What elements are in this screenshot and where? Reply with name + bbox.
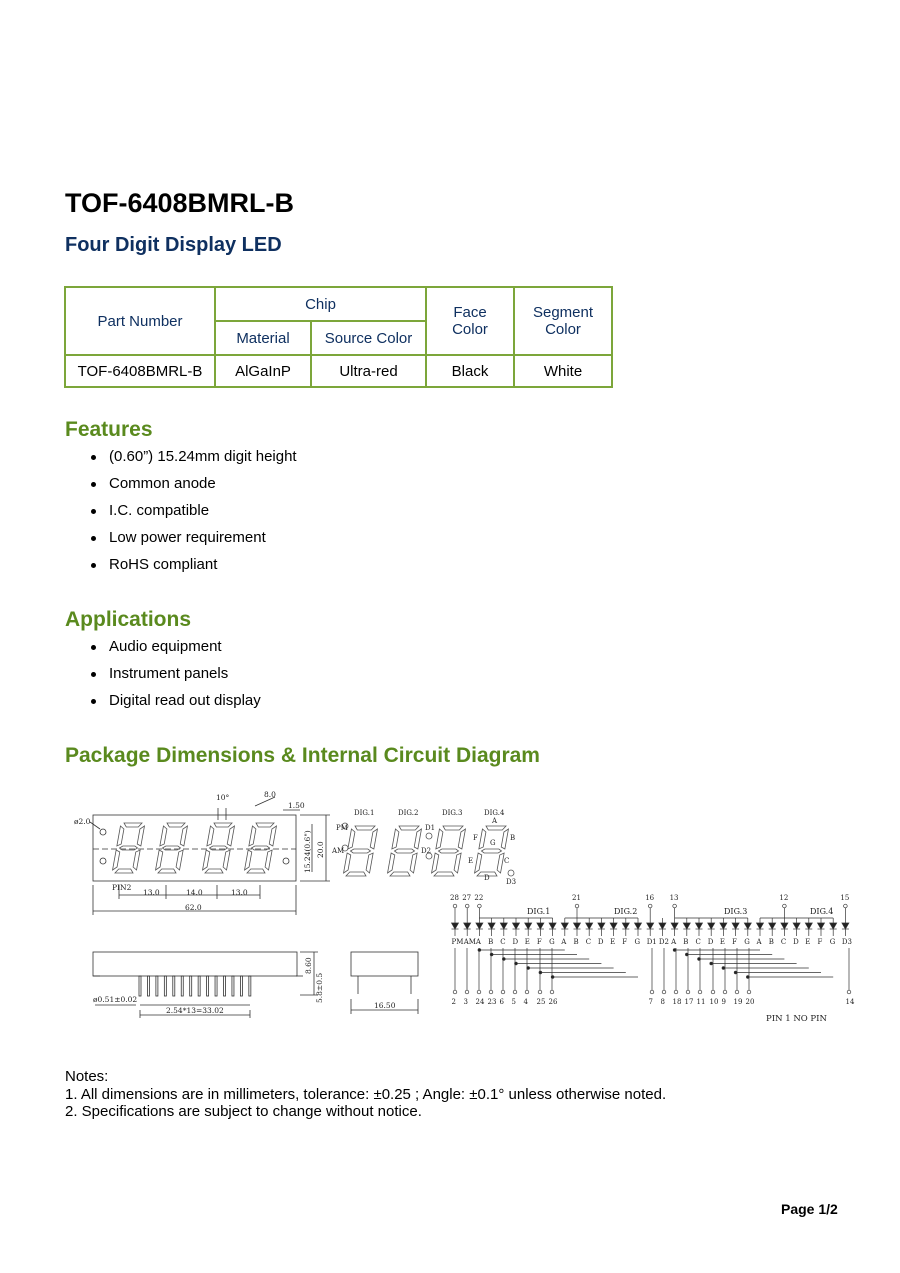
dim-pitch: 2.54*13=33.02: [166, 1006, 224, 1015]
list-item: Instrument panels: [88, 664, 261, 691]
bottom-pin-terminal: [489, 990, 493, 994]
top-pin-label: 22: [474, 894, 484, 902]
dim-pin-diameter: ø0.51±0.02: [93, 995, 138, 1004]
circuit-seg-label: G: [549, 938, 555, 946]
cell-material: AlGaInP: [215, 355, 311, 387]
circuit-seg-label: C: [500, 938, 506, 946]
pin: [207, 976, 209, 996]
notes-heading: Notes:: [65, 1068, 109, 1085]
circuit-digit-label: DIG.2: [614, 907, 638, 916]
circuit-seg-label: B: [683, 938, 689, 946]
diode: [452, 923, 459, 929]
segment-color-header: Segment Color: [514, 287, 612, 355]
pin: [173, 976, 175, 996]
bottom-pin-terminal: [525, 990, 529, 994]
front-dig3: DIG.3: [442, 809, 463, 817]
circuit-seg-label: E: [719, 938, 726, 946]
diode: [647, 923, 654, 929]
diode: [500, 923, 507, 929]
pin: [249, 976, 251, 996]
circuit-seg-label: F: [622, 938, 628, 946]
bottom-pin-label: 2: [451, 998, 456, 1006]
seg-g: G: [490, 839, 496, 847]
dim-total: 62.0: [185, 903, 202, 912]
top-pin-terminal: [575, 904, 579, 908]
top-digit-4: [245, 823, 277, 873]
bottom-pin-label: 18: [672, 998, 682, 1006]
diode: [598, 923, 605, 929]
d3-dot: [508, 870, 514, 876]
front-dig2: DIG.2: [398, 809, 419, 817]
bottom-pin-label: 26: [548, 998, 558, 1006]
diode: [549, 923, 556, 929]
diode: [683, 923, 690, 929]
circuit-seg-label: G: [744, 938, 750, 946]
list-item: Audio equipment: [88, 637, 261, 664]
circuit-digit-label: DIG.4: [810, 907, 834, 916]
circuit-seg-label: F: [817, 938, 823, 946]
bottom-pin-terminal: [711, 990, 715, 994]
bottom-pin-terminal: [674, 990, 678, 994]
note-2: 2. Specifications are subject to change without notice.: [65, 1103, 422, 1120]
top-pin-terminal: [673, 904, 677, 908]
seg-f: F: [473, 834, 478, 842]
diode: [525, 923, 532, 929]
circuit-seg-label: AM: [463, 938, 476, 946]
front-digit-1: [344, 826, 378, 876]
diode: [610, 923, 617, 929]
bottom-pin-terminal: [501, 990, 505, 994]
diode: [464, 923, 471, 929]
top-pin-label: 27: [462, 894, 472, 902]
bottom-pin-label: 23: [487, 998, 497, 1006]
front-dig1: DIG.1: [354, 809, 375, 817]
front-dig4: DIG.4: [484, 809, 505, 817]
pin: [190, 976, 192, 996]
diode: [842, 923, 849, 929]
diode: [513, 923, 520, 929]
diode: [720, 923, 727, 929]
product-title: TOF-6408BMRL-B: [65, 188, 295, 218]
front-digit-2: [388, 826, 422, 876]
diode: [586, 923, 593, 929]
dim-h1524: 15.24(0.6"): [303, 830, 312, 873]
bottom-pin-terminal: [662, 990, 666, 994]
cell-source-color: Ultra-red: [311, 355, 426, 387]
circuit-seg-label: G: [829, 938, 836, 946]
circuit-seg-label: B: [573, 938, 579, 946]
top-pin-label: 28: [450, 894, 459, 902]
diode: [671, 923, 678, 929]
diode: [793, 923, 800, 929]
end-view-body: [351, 952, 418, 976]
circuit-seg-label: E: [524, 938, 530, 946]
notes: [65, 1068, 666, 1121]
top-pin-terminal: [453, 904, 457, 908]
list-item: (0.60”) 15.24mm digit height: [88, 447, 297, 474]
cell-segment-color: White: [514, 355, 612, 387]
cell-part-number: TOF-6408BMRL-B: [65, 355, 215, 387]
circuit-seg-label: A: [671, 938, 677, 946]
circuit-digit-label: DIG.1: [527, 907, 551, 916]
page-number: Page 1/2: [781, 1201, 838, 1217]
front-d2: D2: [421, 847, 432, 855]
dim-h860: 8.60: [304, 957, 313, 974]
circuit-seg-label: PM: [451, 938, 464, 946]
bottom-pin-label: 5: [511, 998, 516, 1006]
top-digit-1: [113, 823, 145, 873]
pin: [224, 976, 226, 996]
circuit-seg-label: F: [536, 938, 542, 946]
circuit-seg-label: D1: [646, 938, 657, 946]
dim-w8: 8.0: [264, 790, 276, 799]
bottom-pin-terminal: [723, 990, 727, 994]
circuit-digit-label: DIG.3: [724, 907, 748, 916]
seg-a: A: [492, 817, 498, 825]
list-item: Common anode: [88, 474, 297, 501]
bottom-pin-terminal: [513, 990, 517, 994]
list-item: Digital read out display: [88, 691, 261, 718]
dim-p13b: 13.0: [231, 888, 248, 897]
circuit-seg-label: C: [695, 938, 701, 946]
seg-d: D: [484, 874, 490, 882]
bottom-pin-terminal: [650, 990, 654, 994]
circuit-seg-label: F: [732, 938, 737, 946]
top-pin-terminal: [648, 904, 652, 908]
circuit-seg-label: D: [793, 938, 799, 946]
circuit-seg-label: D: [707, 938, 714, 946]
pin: [164, 976, 166, 996]
dim-p13a: 13.0: [143, 888, 160, 897]
bottom-pin-label: 19: [733, 998, 743, 1006]
dim-h20: 20.0: [316, 841, 325, 858]
circuit-seg-label: E: [610, 938, 616, 946]
bottom-pin-terminal: [538, 990, 542, 994]
part-number-header: Part Number: [65, 287, 215, 355]
dim-p14: 14.0: [186, 888, 203, 897]
top-pin-label: 12: [779, 894, 789, 902]
circuit-seg-label: B: [488, 938, 494, 946]
pin: [215, 976, 217, 996]
pin: [156, 976, 158, 996]
d1-dot: [426, 833, 432, 839]
circuit-seg-label: B: [768, 938, 774, 946]
package-heading: Package Dimensions & Internal Circuit Diagram: [65, 744, 540, 767]
material-header: Material: [215, 321, 311, 355]
circuit-seg-label: D3: [841, 938, 852, 946]
bottom-pin-terminal: [686, 990, 690, 994]
diode: [476, 923, 483, 929]
bottom-pin-label: 3: [463, 998, 468, 1006]
bottom-pin-label: 25: [536, 998, 546, 1006]
bottom-pin-terminal: [477, 990, 481, 994]
top-pin-label: 13: [669, 894, 679, 902]
diode: [769, 923, 776, 929]
circuit-seg-label: C: [585, 938, 592, 946]
bottom-pin-terminal: [453, 990, 457, 994]
side-view-body: [93, 952, 297, 976]
diode: [708, 923, 715, 929]
diode: [574, 923, 581, 929]
pin: [147, 976, 149, 996]
pin: [181, 976, 183, 996]
circuit-seg-label: D: [512, 938, 519, 946]
bottom-pin-label: 14: [845, 998, 855, 1006]
bottom-pin-terminal: [698, 990, 702, 994]
list-item: I.C. compatible: [88, 501, 297, 528]
diode: [757, 923, 764, 929]
dim-w150: 1.50: [288, 801, 305, 810]
circuit-seg-label: D: [597, 938, 604, 946]
diode: [805, 923, 812, 929]
no-pin-note: PIN 1 NO PIN: [766, 1014, 827, 1024]
dim-angle: 10°: [216, 793, 230, 802]
diode: [537, 923, 544, 929]
front-d3: D3: [506, 878, 517, 886]
features-heading: Features: [65, 418, 153, 441]
top-pin-label: 16: [645, 894, 655, 902]
top-digit-2: [156, 823, 188, 873]
product-subtitle: Four Digit Display LED: [65, 234, 282, 256]
diode: [818, 923, 825, 929]
bottom-pin-label: 24: [475, 998, 485, 1006]
dim-pin2: PIN2: [112, 883, 132, 892]
top-pin-terminal: [783, 904, 787, 908]
diode: [488, 923, 495, 929]
diode: [622, 923, 629, 929]
diode: [561, 923, 568, 929]
bottom-pin-terminal: [550, 990, 554, 994]
circuit-seg-label: G: [634, 938, 641, 946]
diode: [635, 923, 642, 929]
seg-b: B: [510, 834, 516, 842]
pin: [240, 976, 242, 996]
front-d1: D1: [425, 824, 436, 832]
dim-d2: ø2.0: [74, 817, 91, 826]
top-pin-terminal: [478, 904, 482, 908]
pin: [198, 976, 200, 996]
applications-heading: Applications: [65, 608, 192, 631]
bottom-pin-terminal: [747, 990, 751, 994]
bottom-pin-terminal: [465, 990, 469, 994]
diode: [732, 923, 739, 929]
bottom-pin-label: 17: [684, 998, 694, 1006]
front-pm: PM: [336, 824, 348, 832]
diode: [659, 923, 666, 929]
circuit-seg-label: A: [756, 938, 762, 946]
note-1: 1. All dimensions are in millimeters, tolerance: ±0.25 ; Angle: ±0.1° unless otherwise noted.: [65, 1085, 667, 1103]
cell-face-color: Black: [426, 355, 514, 387]
bottom-pin-label: 7: [648, 998, 653, 1006]
pin: [232, 976, 234, 996]
source-color-header: Source Color: [311, 321, 426, 355]
diode: [696, 923, 703, 929]
top-pin-label: 15: [840, 894, 850, 902]
bottom-pin-label: 9: [721, 998, 726, 1006]
top-pin-terminal: [844, 904, 848, 908]
dim-h58: 5.8±0.5: [315, 972, 324, 1003]
bottom-pin-label: 10: [709, 998, 719, 1006]
pin: [139, 976, 141, 996]
circuit-seg-label: E: [805, 938, 811, 946]
dim-side: 16.50: [374, 1001, 396, 1010]
circuit-seg-label: A: [561, 938, 567, 946]
diode: [781, 923, 788, 929]
front-digit-3: [432, 826, 466, 876]
seg-c: C: [504, 857, 510, 865]
front-digit-4: [475, 826, 509, 876]
seg-e: E: [468, 857, 474, 865]
bottom-pin-terminal: [735, 990, 739, 994]
circuit-seg-label: A: [475, 938, 481, 946]
diode: [744, 923, 751, 929]
list-item: Low power requirement: [88, 528, 297, 555]
bottom-pin-label: 4: [523, 998, 528, 1006]
top-pin-terminal: [465, 904, 469, 908]
top-pin-label: 21: [572, 894, 581, 902]
circuit-seg-label: D2: [658, 938, 669, 946]
bottom-pin-label: 6: [499, 998, 504, 1006]
face-color-header: Face Color: [426, 287, 514, 355]
bottom-pin-label: 8: [660, 998, 665, 1006]
top-view-body: [93, 815, 296, 881]
circuit-seg-label: C: [780, 938, 787, 946]
top-digit-3: [203, 823, 235, 873]
bottom-pin-label: 11: [696, 998, 706, 1006]
diode: [830, 923, 837, 929]
bottom-pin-label: 20: [745, 998, 755, 1006]
front-am: AM: [332, 847, 345, 855]
bottom-pin-terminal: [847, 990, 851, 994]
list-item: RoHS compliant: [88, 555, 297, 582]
chip-header: Chip: [215, 287, 426, 321]
